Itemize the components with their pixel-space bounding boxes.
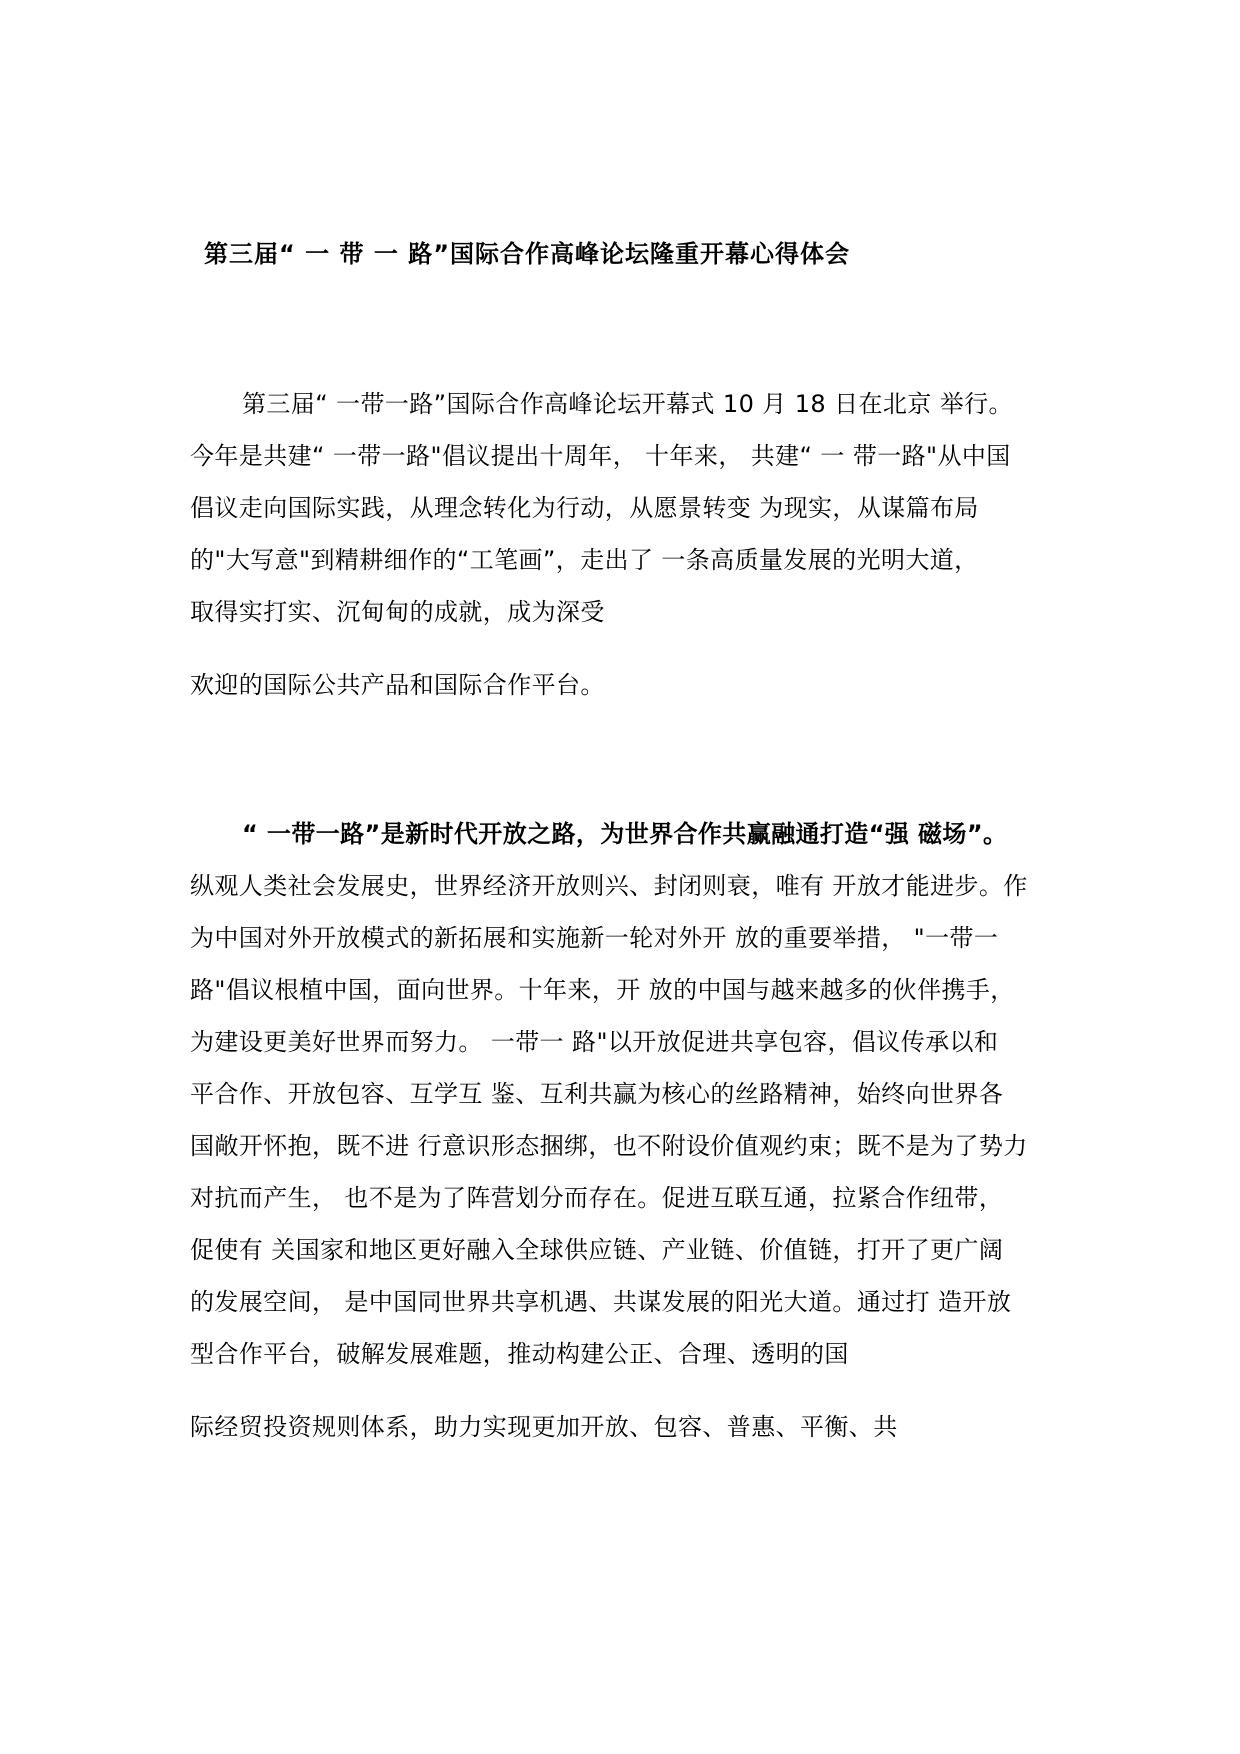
paragraph-line: 国敞开怀抱，既不进 行意识形态捆绑，也不附设价值观约束；既不是为了势力	[190, 1132, 1028, 1160]
paragraph-line: 对抗而产生， 也不是为了阵营划分而存在。促进互联互通，拉紧合作纽带，	[190, 1184, 1004, 1212]
paragraph-line: 促使有 关国家和地区更好融入全球供应链、产业链、价值链，打开了更广阔	[190, 1236, 1004, 1264]
paragraph-line: 倡议走向国际实践，从理念转化为行动，从愿景转变 为现实，从谋篇布局	[190, 494, 979, 522]
paragraph-line: 路"倡议根植中国，面向世界。十年来，开 放的中国与越来越多的伙伴携手，	[190, 976, 1015, 1004]
document-title: 第三届“ 一 带 一 路”国际合作高峰论坛隆重开幕心得体会	[204, 240, 850, 268]
paragraph-line: 为中国对外开放模式的新拓展和实施新一轮对外开 放的重要举措， "一带一	[190, 924, 999, 952]
paragraph-line: 第三届“ 一带一路”国际合作高峰论坛开幕式 10 月 18 日在北京 举行。	[242, 390, 1013, 418]
paragraph-line: 为建设更美好世界而努力。 一带一 路"以开放促进共享包容，倡议传承以和	[190, 1028, 999, 1056]
paragraph-line: 纵观人类社会发展史，世界经济开放则兴、封闭则衰，唯有 开放才能进步。作	[190, 872, 1028, 900]
paragraph-line: 今年是共建“ 一带一路"倡议提出十周年， 十年来， 共建“ 一 带一路"从中国	[190, 442, 1011, 470]
paragraph-line: 平合作、开放包容、互学互 鉴、互利共赢为核心的丝路精神，始终向世界各	[190, 1080, 1004, 1108]
paragraph-line: 的"大写意"到精耕细作的“工笔画”，走出了 一条高质量发展的光明大道，	[190, 546, 979, 574]
paragraph-line: 取得实打实、沉甸甸的成就，成为深受	[190, 598, 605, 626]
paragraph-line: 际经贸投资规则体系，助力实现更加开放、包容、普惠、平衡、共	[190, 1413, 898, 1441]
paragraph-line: 的发展空间， 是中国同世界共享机遇、共谋发展的阳光大道。通过打 造开放	[190, 1288, 1012, 1316]
paragraph-line: 型合作平台，破解发展难题，推动构建公正、合理、透明的国	[190, 1340, 849, 1368]
paragraph-line: 欢迎的国际公共产品和国际合作平台。	[190, 671, 605, 699]
paragraph-heading: “ 一带一路”是新时代开放之路，为世界合作共赢融通打造“强 磁场”。	[242, 820, 1008, 848]
